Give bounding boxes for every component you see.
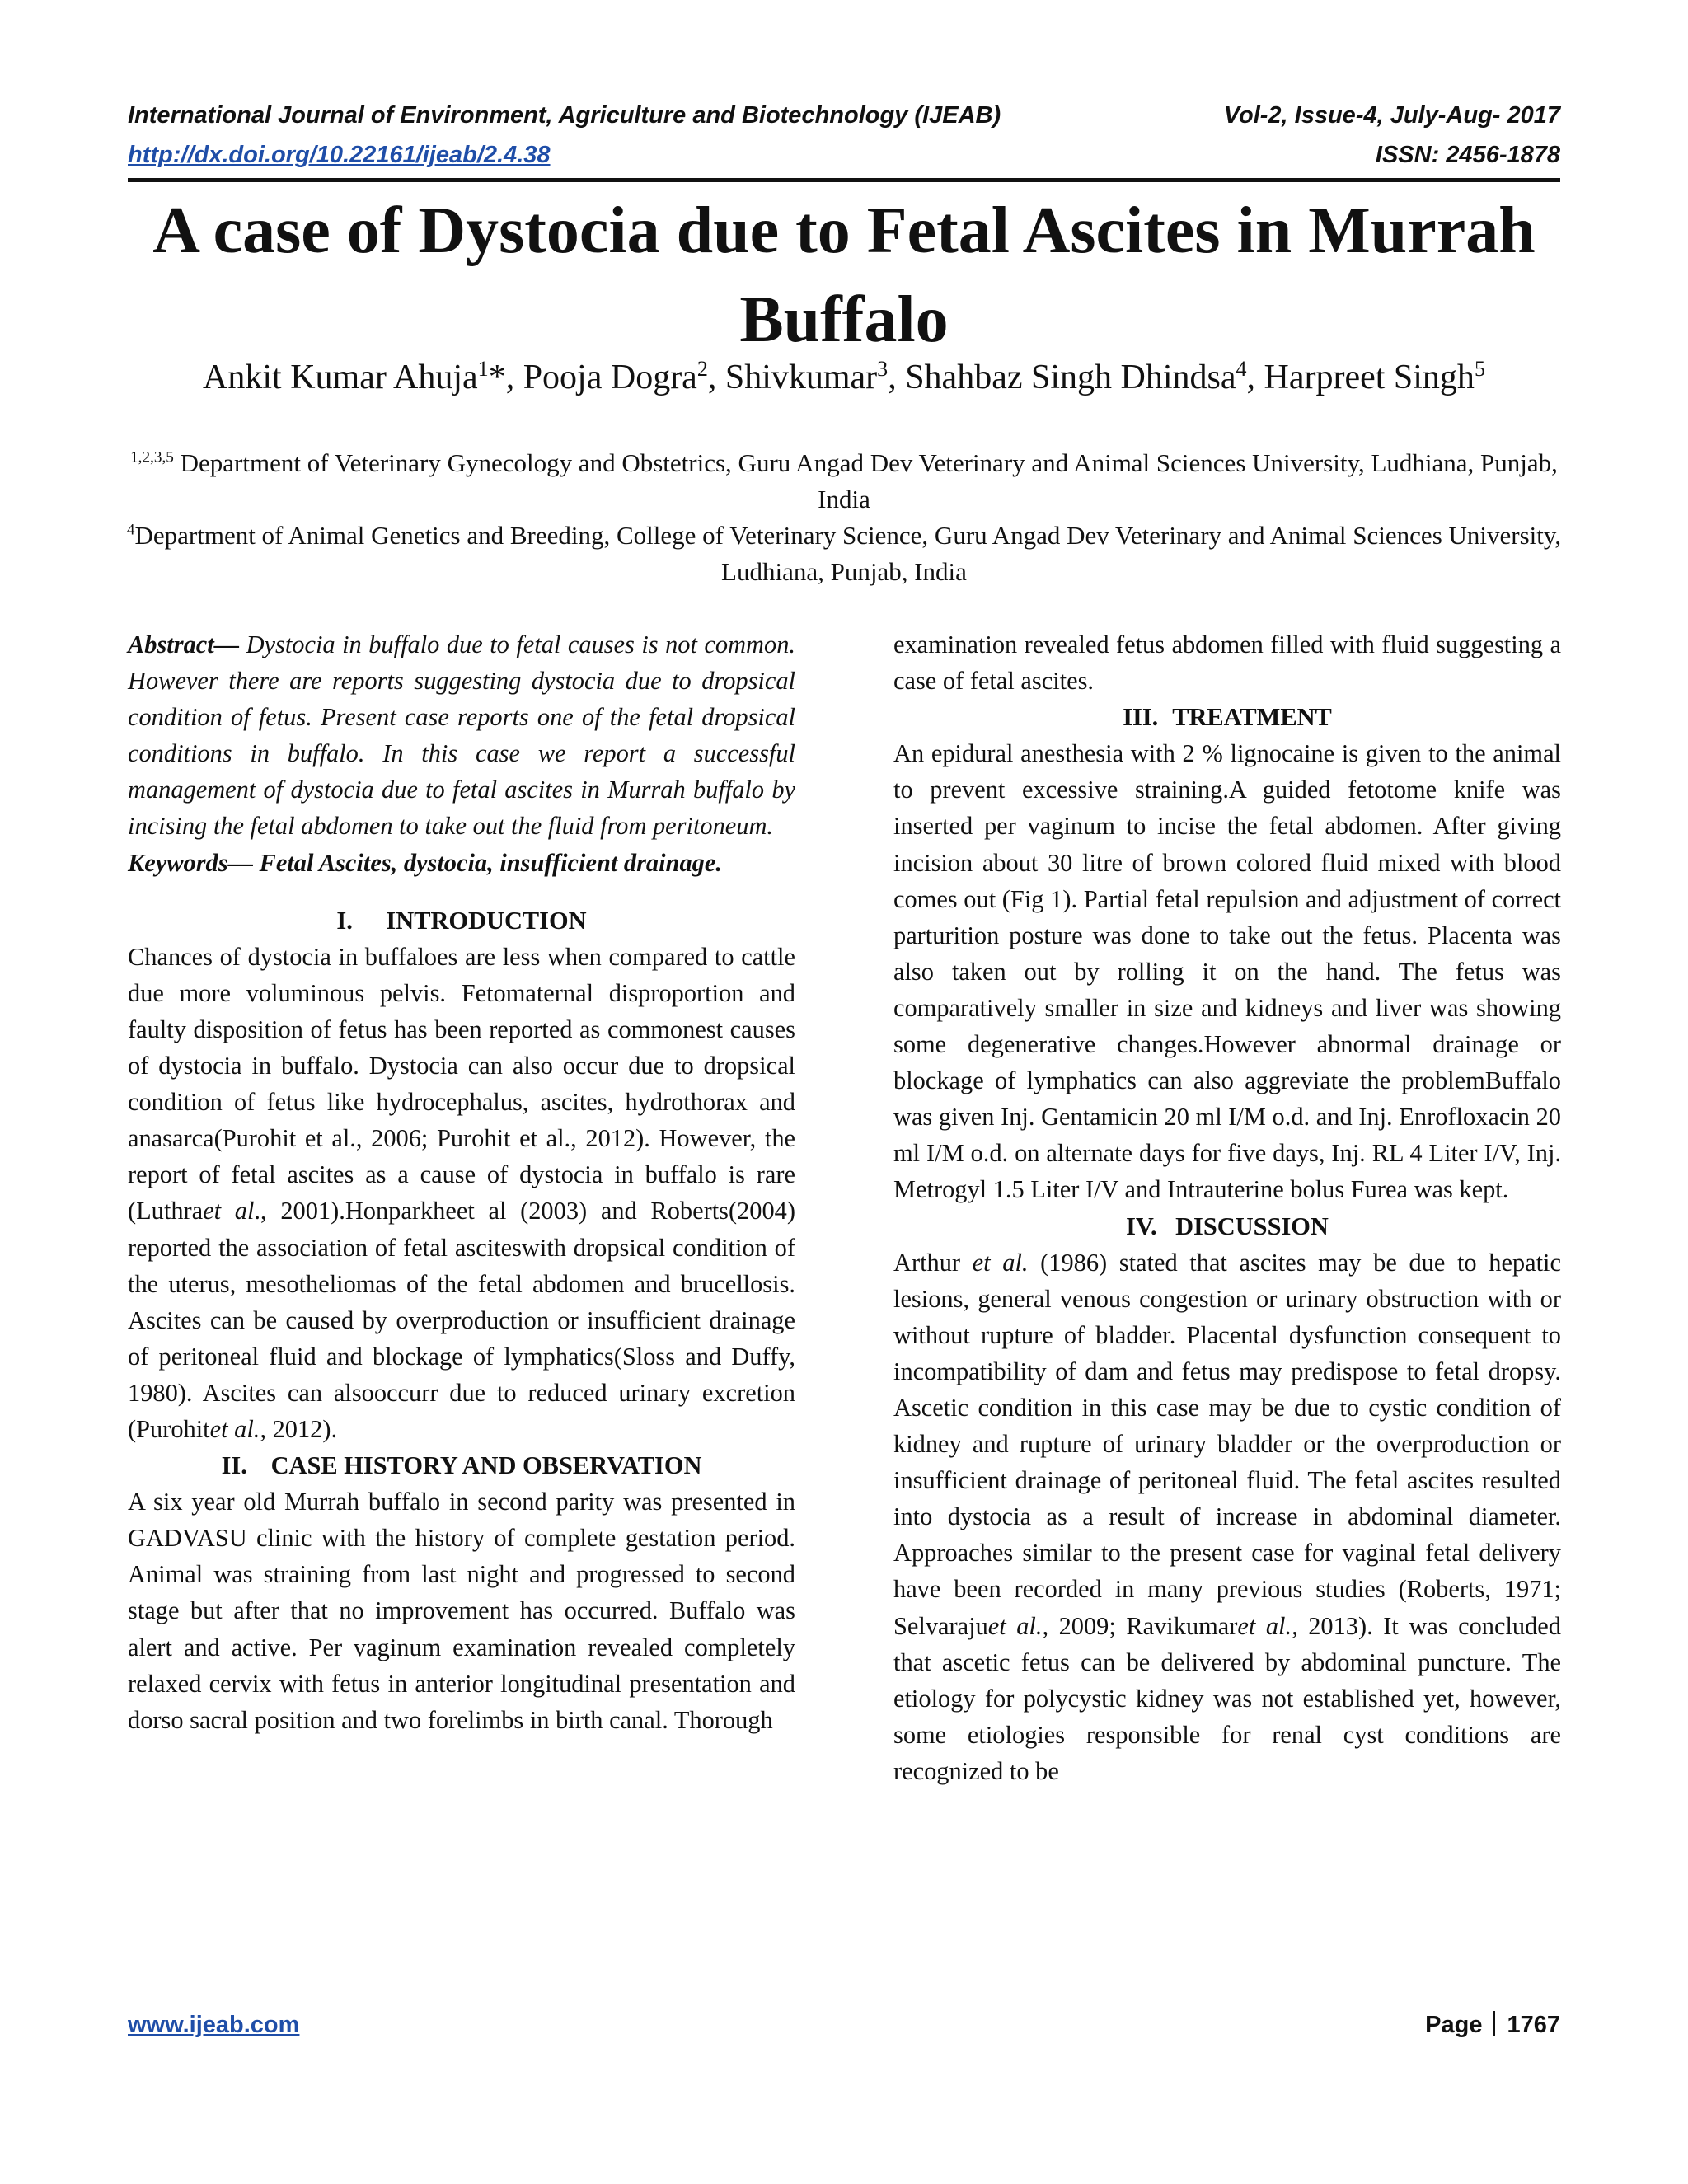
section-heading-treatment: III. TREATMENT <box>1123 703 1332 732</box>
section-heading-introduction: I. INTRODUCTION <box>336 906 587 935</box>
journal-name: International Journal of Environment, Agriculture and Biotechnology (IJEAB) <box>128 102 1001 129</box>
case-history-text: A six year old Murrah buffalo in second parity was presented in GADVASU clinic with the history of complete gestation period. Animal was straining from last night and progressed to second stage but after that no improvement has occurred. Buffalo was alert and active. Per vaginum examination revealed completely relaxed cervix with fetus in anterior longitudinal presentation and dorso sacral position and two forelimbs in birth canal. Thorough <box>128 1488 795 1734</box>
author: Pooja Dogra$^2$ <box>523 357 708 396</box>
page-number: Page 1767 <box>1425 2012 1560 2038</box>
affiliation: $^{1,2,3,5}$ Department of Veterinary Gynecology and Obstetrics, Guru Angad Dev Veterinary and Animal Sciences University, Ludhiana, Punjab, India <box>130 448 1558 513</box>
issn: ISSN: 2456-1878 <box>1375 142 1560 168</box>
keywords: Keywords— Fetal Ascites, dystocia, insufficient drainage. <box>128 848 722 877</box>
author: Harpreet Singh$^5$ <box>1264 357 1485 396</box>
affiliation: $^4$Department of Animal Genetics and Breeding, College of Veterinary Science, Guru Angad Dev Veterinary and Animal Sciences University, Ludhiana, Punjab, India <box>126 521 1562 586</box>
author: Shahbaz Singh Dhindsa$^4$ <box>905 357 1247 396</box>
discussion-text: Arthur et al. (1986) stated that ascites may be due to hepatic lesions, general venous congestion or urinary obstruction with or without rupture of bladder. Placental dysfunction consequent to incompatibility of dam and fetus may predispose to fetal dropsy. Ascetic condition in this case may be due to cystic condition of kidney and rupture of urinary bladder or the overproduction or insufficient drainage of peritoneal fluid. The fetal ascites resulted into dystocia as a result of increase in abdominal diameter. Approaches similar to the present case for vaginal fetal delivery have been recorded in many previous studies (Roberts, 1971; Selvarajuet al., 2009; Ravikumaret al., 2013). It was concluded that ascetic fetus can be delivered by abdominal puncture. The etiology for polycystic kidney was not established yet, however, some etiologies responsible for renal cyst conditions are recognized to be <box>893 1248 1561 1785</box>
volume-issue: Vol-2, Issue-4, July-Aug- 2017 <box>1223 102 1560 129</box>
left-column <box>128 626 795 1738</box>
treatment-text: An epidural anesthesia with 2 % lignocaine is given to the animal to prevent excessive straining.A guided fetotome knife was inserted per vaginum to incise the fetal abdomen. After giving incision about 30 litre of brown colored fluid mixed with blood comes out (Fig 1). Partial fetal repulsion and adjustment of correct parturition posture was done to take out the fetus. Placenta was also taken out by rolling it on the hand. The fetus was comparatively smaller in size and kidneys and liver was showing some degenerative changes.However abnormal drainage or blockage of lymphatics can also aggreviate the problemBuffalo was given Inj. Gentamicin 20 ml I/M o.d. and Inj. Enrofloxacin 20 ml I/M o.d. on alternate days for five days, Inj. RL 4 Liter I/V, Inj. Metrogyl 1.5 Liter I/V and Intrauterine bolus Furea was kept. <box>893 739 1561 1204</box>
paper-title: A case of Dystocia due to Fetal Ascites in Murrah Buffalo <box>152 194 1536 356</box>
page-footer <box>128 2011 1560 2039</box>
header-rule <box>128 178 1560 182</box>
section-heading-discussion: IV. DISCUSSION <box>1126 1212 1329 1240</box>
running-header <box>128 100 1560 171</box>
right-column <box>893 626 1561 1789</box>
website-link[interactable]: www.ijeab.com <box>128 2012 300 2038</box>
author: Shivkumar$^3$ <box>724 357 889 396</box>
section-heading-case-history: II. CASE HISTORY AND OBSERVATION <box>221 1451 702 1480</box>
author-list: Ankit Kumar Ahuja$^1$*, Pooja Dogra$^2$, Shivkumar$^3$, Shahbaz Singh Dhindsa$^4$, Harpreet Singh$^5$ <box>203 357 1485 396</box>
case-history-continued: examination revealed fetus abdomen filled with fluid suggesting a case of fetal ascites. <box>893 630 1561 696</box>
doi-link[interactable]: http://dx.doi.org/10.22161/ijeab/2.4.38 <box>128 142 551 168</box>
author: Ankit Kumar Ahuja$^1$* <box>203 357 506 396</box>
abstract: Abstract— Dystocia in buffalo due to fetal causes is not common. However there are reports suggesting dystocia due to dropsical condition of fetus. Present case reports one of the fetal dropsical conditions in buffalo. In this case we report a successful management of dystocia due to fetal ascites in Murrah buffalo by incising the fetal abdomen to take out the fluid from peritoneum. <box>128 630 795 841</box>
introduction-text: Chances of dystocia in buffaloes are less when compared to cattle due more voluminous pelvis. Fetomaternal disproportion and faulty disposition of fetus has been reported as commonest causes of dystocia in buffalo. Dystocia can also occur due to dropsical condition of fetus like hydrocephalus, ascites, hydrothorax and anasarca(Purohit et al., 2006; Purohit et al., 2012). However, the report of fetal ascites as a cause of dystocia in buffalo is rare (Luthraet al., 2001).Honparkheet al (2003) and Roberts(2004) reported the association of fetal asciteswith dropsical condition of the uterus, mesotheliomas of the fetal abdomen and brucellosis. Ascites can be caused by overproduction or insufficient drainage of peritoneal fluid and blockage of lymphatics(Sloss and Duffy, 1980). Ascites can alsooccurr due to reduced urinary excretion (Purohitet al., 2012). <box>128 942 795 1443</box>
